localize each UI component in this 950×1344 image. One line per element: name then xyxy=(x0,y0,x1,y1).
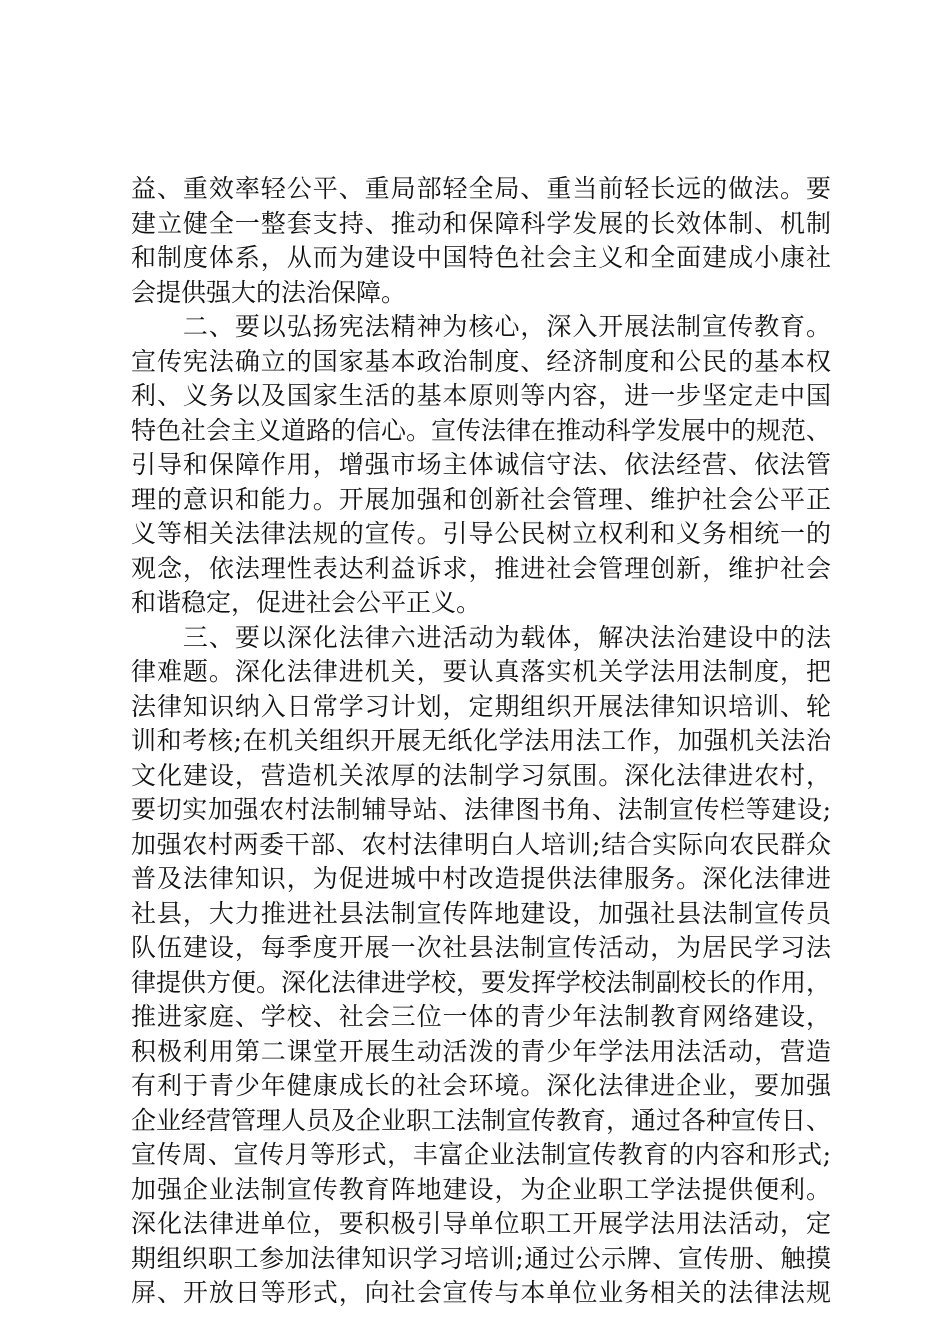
text-line: 和谐稳定，促进社会公平正义。 xyxy=(131,588,482,617)
text-line: 理的意识和能力。开展加强和创新社会管理、维护社会公平正 xyxy=(131,484,831,514)
text-line: 积极利用第二课堂开展生动活泼的青少年学法用法活动，营造 xyxy=(131,1036,831,1066)
text-line: 屏、开放日等形式，向社会宣传与本单位业务相关的法律法规 xyxy=(131,1278,831,1307)
text-line: 有利于青少年健康成长的社会环境。深化法律进企业，要加强 xyxy=(131,1071,831,1100)
text-line: 二、要以弘扬宪法精神为核心，深入开展法制宣传教育。 xyxy=(131,312,831,341)
text-line: 社县，大力推进社县法制宣传阵地建设，加强社县法制宣传员 xyxy=(131,898,831,928)
text-line: 加强农村两委干部、农村法律明白人培训;结合实际向农民群众 xyxy=(131,829,831,859)
text-line: 宣传周、宣传月等形式，丰富企业法制宣传教育的内容和形式; xyxy=(131,1140,831,1169)
text-line: 训和考核;在机关组织开展无纸化学法用法工作，加强机关法治 xyxy=(131,726,831,755)
text-line: 观念，依法理性表达利益诉求，推进社会管理创新，维护社会 xyxy=(131,553,831,583)
text-line: 会提供强大的法治保障。 xyxy=(131,277,407,307)
text-line: 普及法律知识，为促进城中村改造提供法律服务。深化法律进 xyxy=(131,864,831,893)
text-line: 利、义务以及国家生活的基本原则等内容，进一步坚定走中国 xyxy=(131,381,831,410)
text-line: 推进家庭、学校、社会三位一体的青少年法制教育网络建设， xyxy=(131,1002,831,1031)
text-line: 法律知识纳入日常学习计划，定期组织开展法律知识培训、轮 xyxy=(131,691,831,721)
text-line: 引导和保障作用，增强市场主体诚信守法、依法经营、依法管 xyxy=(131,450,831,479)
text-line: 企业经营管理人员及企业职工法制宣传教育，通过各种宣传日、 xyxy=(131,1105,832,1135)
text-line: 益、重效率轻公平、重局部轻全局、重当前轻长远的做法。要 xyxy=(131,174,831,203)
text-line: 律提供方便。深化法律进学校，要发挥学校法制副校长的作用， xyxy=(131,967,832,997)
text-line: 律难题。深化法律进机关，要认真落实机关学法用法制度，把 xyxy=(131,657,831,686)
text-line: 建立健全一整套支持、推动和保障科学发展的长效体制、机制 xyxy=(131,208,831,238)
text-line: 宣传宪法确立的国家基本政治制度、经济制度和公民的基本权 xyxy=(131,346,831,376)
text-line: 要切实加强农村法制辅导站、法律图书角、法制宣传栏等建设; xyxy=(131,795,831,824)
text-line: 期组织职工参加法律知识学习培训;通过公示牌、宣传册、触摸 xyxy=(131,1243,831,1273)
text-line: 义等相关法律法规的宣传。引导公民树立权利和义务相统一的 xyxy=(131,519,831,548)
text-line: 加强企业法制宣传教育阵地建设，为企业职工学法提供便利。 xyxy=(131,1174,831,1204)
text-line: 文化建设，营造机关浓厚的法制学习氛围。深化法律进农村， xyxy=(131,760,831,790)
text-line: 特色社会主义道路的信心。宣传法律在推动科学发展中的规范、 xyxy=(131,415,832,445)
text-line: 三、要以深化法律六进活动为载体，解决法治建设中的法 xyxy=(131,622,831,652)
document-body xyxy=(131,172,831,1311)
text-line: 和制度体系，从而为建设中国特色社会主义和全面建成小康社 xyxy=(131,243,831,272)
text-line: 深化法律进单位，要积极引导单位职工开展学法用法活动，定 xyxy=(131,1209,831,1238)
text-line: 队伍建设，每季度开展一次社县法制宣传活动，为居民学习法 xyxy=(131,933,831,962)
